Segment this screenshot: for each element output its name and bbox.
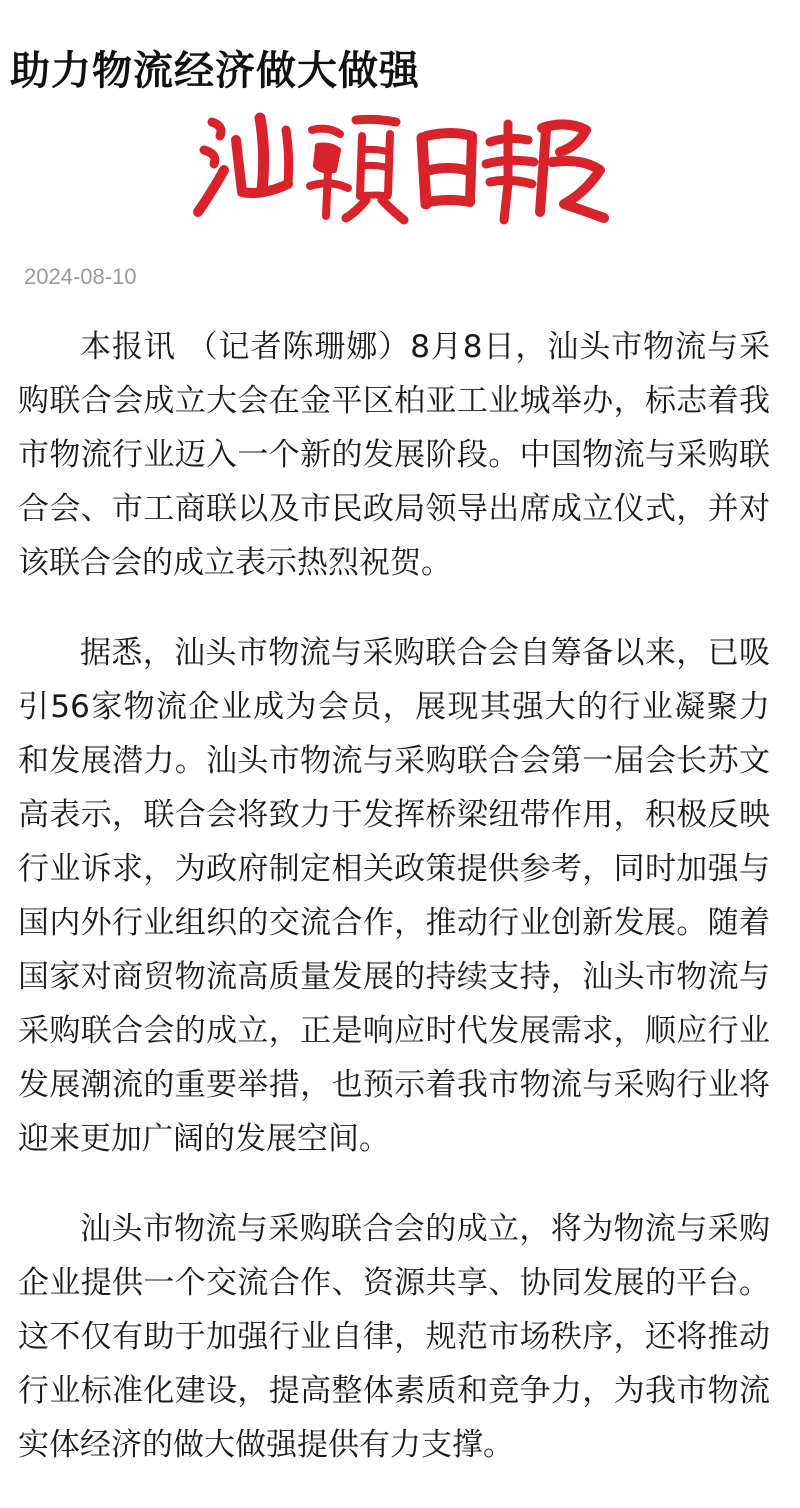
- paragraph-1: 本报讯 （记者陈珊娜）8月8日，汕头市物流与采购联合会成立大会在金平区柏亚工业城举办，标志着我市物流行业迈入一个新的发展阶段。中国物流与采购联合会、市工商联以及市民政局领导出席成立仪式，并对该联合会的成立表示热烈祝贺。: [18, 329, 770, 581]
- article-title: 助力物流经济做大做强: [10, 47, 420, 94]
- paragraph-2: 据悉，汕头市物流与采购联合会自筹备以来，已吸引56家物流企业成为会员，展现其强大的行业凝聚力和发展潜力。汕头市物流与采购联合会第一届会长苏文高表示，联合会将致力于发挥桥梁纽带作用，积极反映行业诉求，为政府制定相关政策提供参考，同时加强与国内外行业组织的交流合作，推动行业创新发展。随着国家对商贸物流高质量发展的持续支持，汕头市物流与采购联合会的成立，正是响应时代发展需求，顺应行业发展潮流的重要举措，也预示着我市物流与采购行业将迎来更加广阔的发展空间。: [18, 635, 770, 1157]
- publish-date: 2024-08-10: [24, 264, 137, 289]
- masthead-logo: [190, 100, 610, 230]
- article-body: [18, 320, 770, 1508]
- paragraph-3: 汕头市物流与采购联合会的成立，将为物流与采购企业提供一个交流合作、资源共享、协同发展的平台。这不仅有助于加强行业自律，规范市场秩序，还将推动行业标准化建设，提高整体素质和竞争力，为我市物流实体经济的做大做强提供有力支撑。: [18, 1211, 770, 1463]
